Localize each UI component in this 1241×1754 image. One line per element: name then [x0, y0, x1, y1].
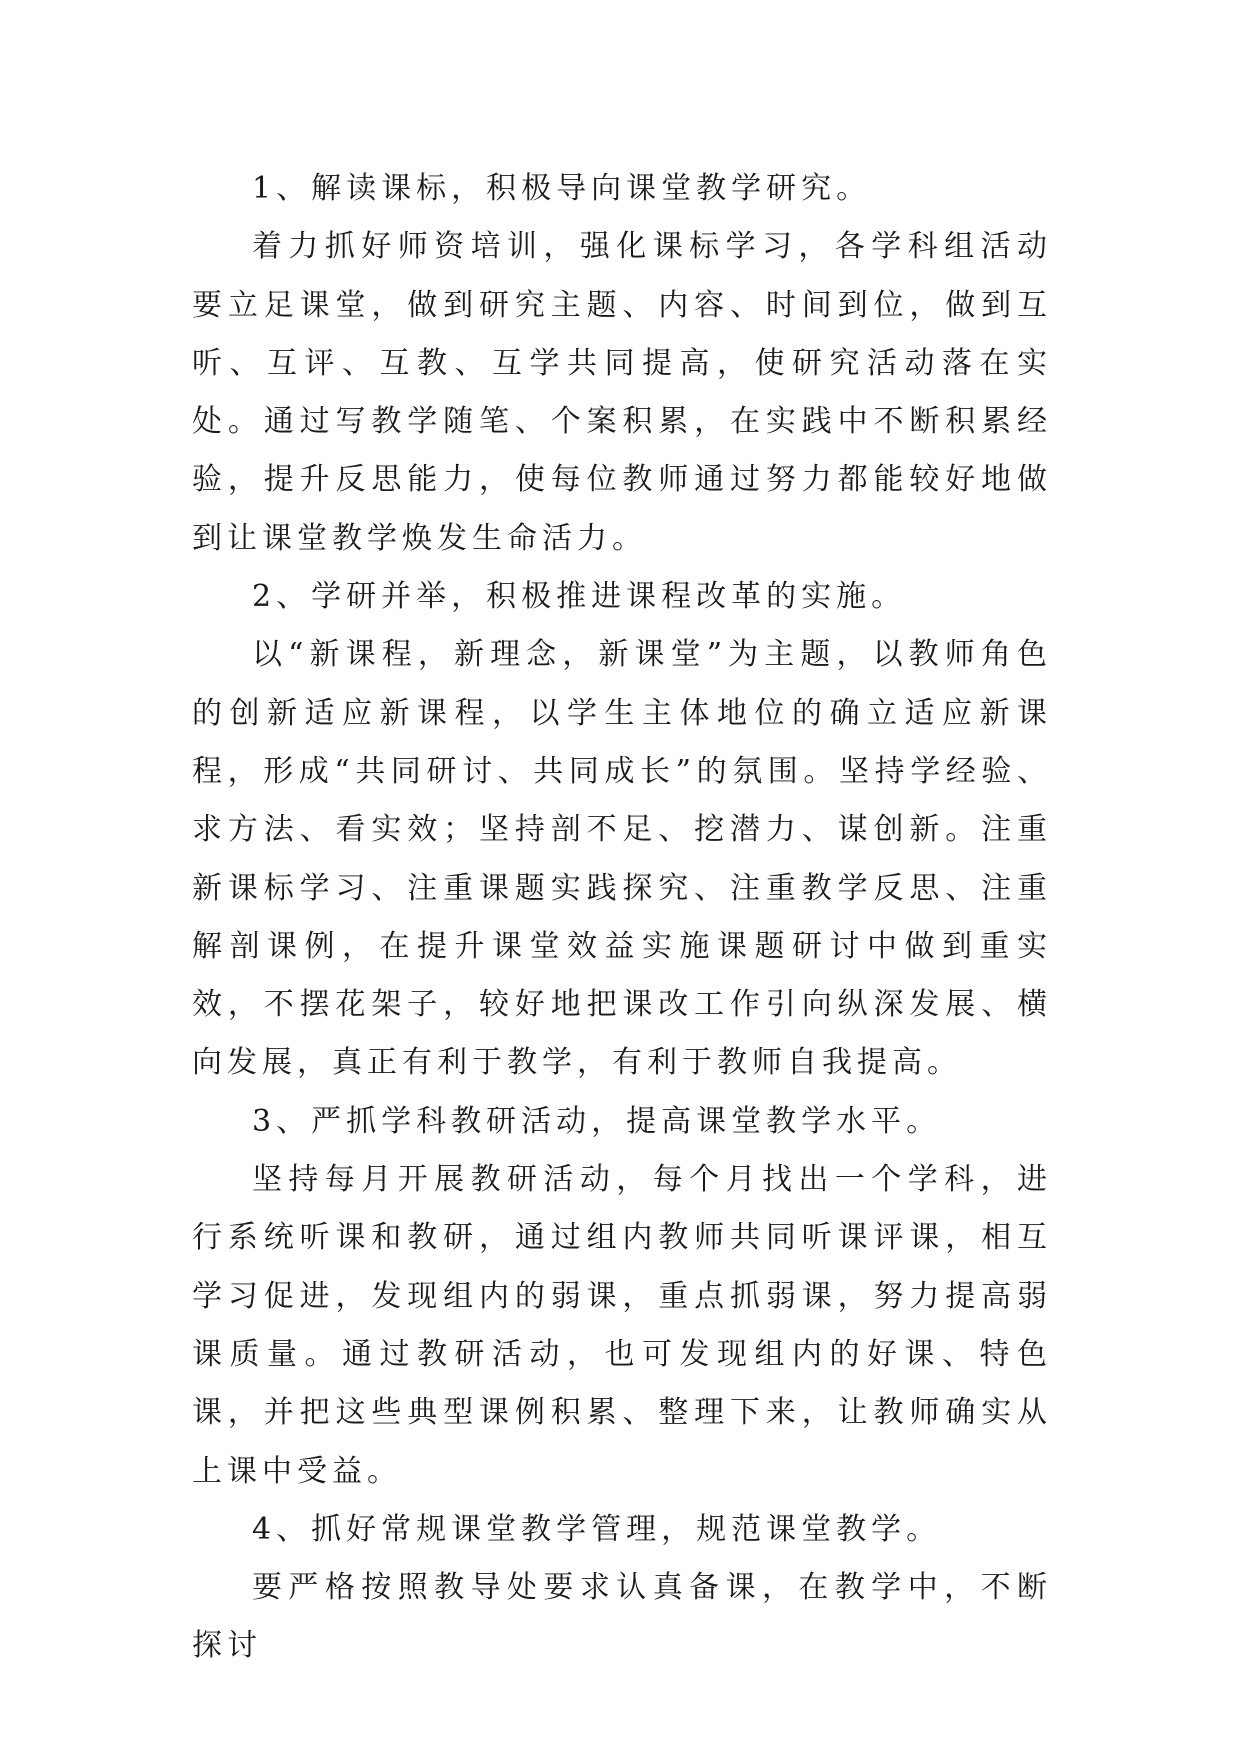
- heading-1: 1、解读课标，积极导向课堂教学研究。: [252, 171, 872, 206]
- paragraph-2: 以“新课程，新理念，新课堂”为主题，以教师角色的创新适应新课程，以学生主体地位的确立适应新课程，形成“共同研讨、共同成长”的氛围。坚持学经验、求方法、看实效；坚持剖不足、挖潜力、谋创新。注重新课标学习、注重课题实践探究、注重教学反思、注重解剖课例，在提升课堂效益实施课题研讨中做到重实效，不摆花架子，较好地把课改工作引向纵深发展、横向发展，真正有利于教学，有利于教师自我提高。: [192, 637, 1052, 1081]
- heading-2: 2、学研并举，积极推进课程改革的实施。: [252, 579, 907, 615]
- document-body: [192, 160, 1052, 1676]
- paragraph-3: 坚持每月开展教研活动，每个月找出一个学科，进行系统听课和教研，通过组内教师共同听课评课，相互学习促进，发现组内的弱课，重点抓弱课，努力提高弱课质量。通过教研活动，也可发现组内的好课、特色课，并把这些典型课例积累、整理下来，让教师确实从上课中受益。: [192, 1162, 1052, 1489]
- heading-4: 4、抓好常规课堂教学管理，规范课堂教学。: [252, 1511, 942, 1547]
- heading-3: 3、严抓学科教研活动，提高课堂教学水平。: [252, 1103, 942, 1139]
- paragraph-4: 要严格按照教导处要求认真备课，在教学中，不断探讨: [192, 1570, 1052, 1664]
- paragraph-1: 着力抓好师资培训，强化课标学习，各学科组活动要立足课堂，做到研究主题、内容、时间到位，做到互听、互评、互教、互学共同提高，使研究活动落在实处。通过写教学随笔、个案积累，在实践中不断积累经验，提升反思能力，使每位教师通过努力都能较好地做到让课堂教学焕发生命活力。: [192, 229, 1052, 556]
